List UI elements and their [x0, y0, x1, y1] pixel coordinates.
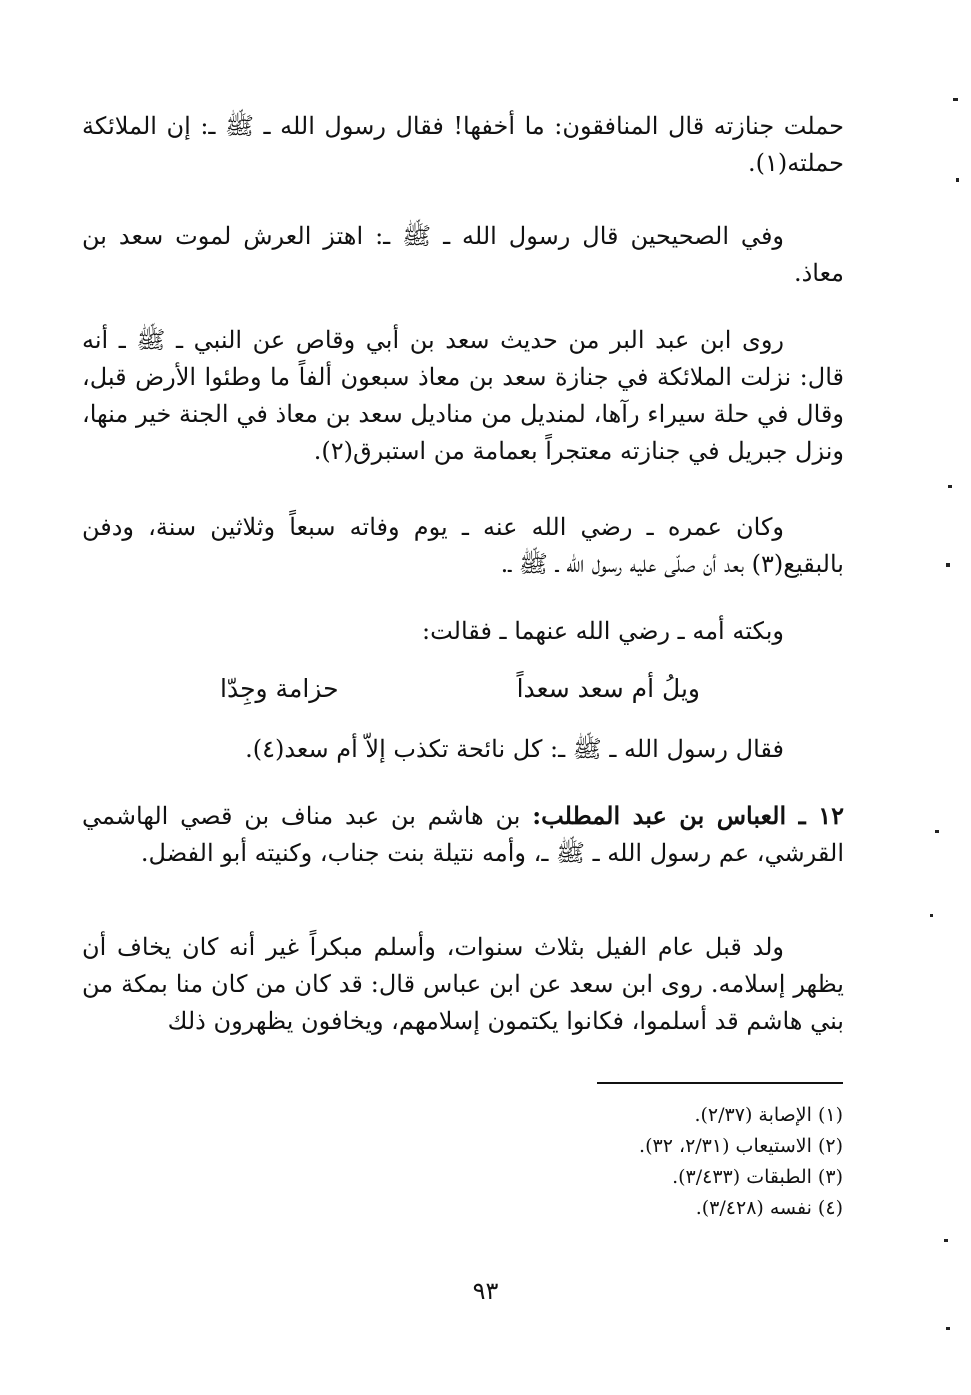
- page-number: ٩٣: [472, 1277, 499, 1305]
- footnote: (٢) الاستيعاب (٢/٣١، ٣٢).: [639, 1135, 843, 1157]
- paragraph: روى ابن عبد البر من حديث سعد بن أبي وقاص عن النبي ـ ﷺ ـ أنه قال: نزلت الملائكة في جنازة سعد بن معاذ سبعون ألفاً ما وطئوا الأرض قبل، وقال في حلة سيراء رآها، لمنديل من مناديل سعد بن معاذ في الجنة خير منها، ونزل جبريل في جنازته معتجراً بعمامة من استبرق(٢).: [82, 326, 844, 465]
- verse-second-hemistich: حزامة وجِدّا: [220, 674, 339, 703]
- scan-mark: [953, 98, 958, 101]
- entry-heading: ١٢ ـ العباس بن عبد المطلب:: [532, 801, 844, 830]
- footnotes: [443, 1100, 843, 1224]
- scan-mark: [944, 1239, 948, 1242]
- footnote-divider: [597, 1082, 843, 1084]
- verse-first-hemistich: ويلُ أم سعد سعداً: [516, 674, 700, 703]
- scan-mark: [948, 485, 952, 488]
- paragraph: ولد قبل عام الفيل بثلاث سنوات، وأسلم مبكراً غير أنه كان يخاف أن يظهر إسلامه. روى ابن سعد عن ابن عباس قال: قد كان من كان منا بمكة من بني هاشم قد أسلموا، فكانوا يكتمون إسلامهم، ويخافون يظهرون ذلك: [82, 933, 844, 1035]
- scan-mark: [946, 1327, 950, 1330]
- biography-entry: [82, 797, 844, 872]
- paragraph: وبكته أمه ـ رضي الله عنهما ـ فقالت:: [422, 617, 784, 645]
- footnote: (٤) نفسه (٣/٤٢٨).: [695, 1197, 843, 1219]
- scan-mark: [930, 914, 933, 917]
- paragraph: فقال رسول الله ـ ﷺ ـ: كل نائحة تكذب إلاّ أم سعد(٤).: [245, 735, 784, 763]
- footnote: (١) الإصابة (٢/٣٧).: [694, 1104, 843, 1126]
- footnote: (٣) الطبقات (٣/٤٣٣).: [672, 1166, 843, 1188]
- paragraph: حملت جنازته قال المنافقون: ما أخفها! فقال رسول الله ـ ﷺ ـ: إن الملائكة حملته(١).: [82, 112, 844, 177]
- scan-mark: [956, 178, 959, 182]
- entry-body: بن هاشم بن عبد مناف بن قصي الهاشمي القرشي، عم رسول الله ـ ﷺ ـ، وأمه نتيلة بنت جناب، وكنيته أبو الفضل.: [82, 802, 844, 867]
- scan-mark: [946, 563, 950, 567]
- scan-mark: [935, 830, 939, 833]
- paragraph: وفي الصحيحين قال رسول الله ـ ﷺ ـ: اهتز العرش لموت سعد بن معاذ.: [82, 222, 844, 287]
- poetry-verse: [220, 670, 700, 707]
- paragraph: وكان عمره ـ رضي الله عنه ـ يوم وفاته سبعاً وثلاثين سنة، ودفن بالبقيع(٣) بعد أن صلّى عليه رسول الله ـ ﷺ ـ.: [82, 513, 844, 578]
